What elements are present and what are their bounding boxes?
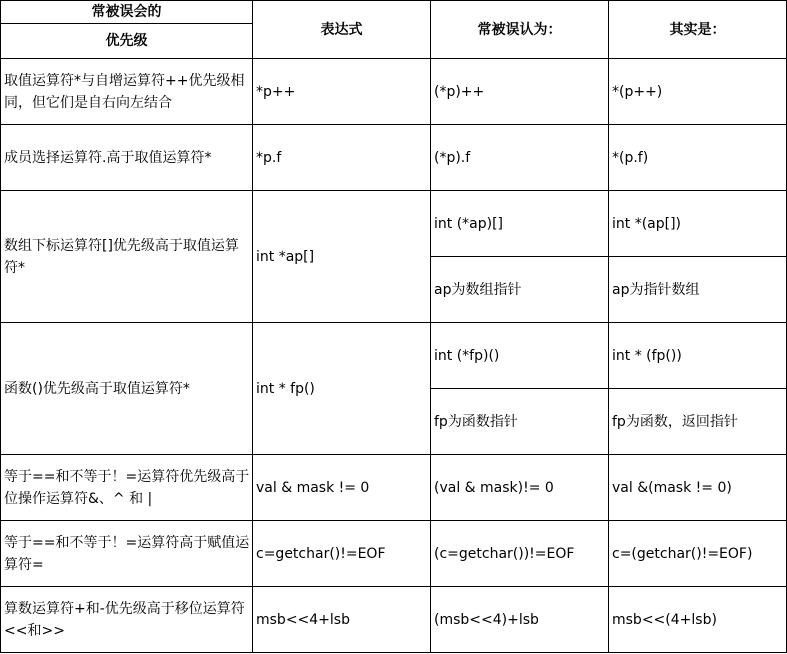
row-expression: *p.f <box>253 125 431 191</box>
header-cell-mistaken: 常被误认为： <box>431 1 609 59</box>
row-description: 函数()优先级高于取值运算符* <box>1 323 253 455</box>
row-actual: *(p++) <box>609 59 787 125</box>
row-actual: c=(getchar()!=EOF) <box>609 521 787 587</box>
row-expression: int *ap[] <box>253 191 431 323</box>
row-description: 成员选择运算符.高于取值运算符* <box>1 125 253 191</box>
row-mistaken: (*p).f <box>431 125 609 191</box>
row-expression: int * fp() <box>253 323 431 455</box>
header-cell-actual: 其实是： <box>609 1 787 59</box>
row-mistaken: int (*fp)() <box>431 323 609 389</box>
table-row <box>1 455 787 521</box>
row-mistaken-note: fp为函数指针 <box>431 389 609 455</box>
table-row <box>1 587 787 653</box>
table-row <box>1 59 787 125</box>
table-row <box>1 521 787 587</box>
row-mistaken: int (*ap)[] <box>431 191 609 257</box>
row-expression: c=getchar()!=EOF <box>253 521 431 587</box>
header-row <box>1 1 787 59</box>
row-description: 等于==和不等于！=运算符高于赋值运算符= <box>1 521 253 587</box>
header-cell-misunderstood-precedence <box>1 1 253 59</box>
row-actual-note: ap为指针数组 <box>609 257 787 323</box>
row-mistaken: (msb<<4)+lsb <box>431 587 609 653</box>
row-actual: *(p.f) <box>609 125 787 191</box>
row-actual: val &(mask != 0) <box>609 455 787 521</box>
row-actual: msb<<(4+lsb) <box>609 587 787 653</box>
row-actual: int * (fp()) <box>609 323 787 389</box>
row-mistaken: (val & mask)!= 0 <box>431 455 609 521</box>
header-cell-expression: 表达式 <box>253 1 431 59</box>
row-description: 等于==和不等于！=运算符优先级高于位操作运算符&、^ 和 | <box>1 455 253 521</box>
row-description: 取值运算符*与自增运算符++优先级相同，但它们是自右向左结合 <box>1 59 253 125</box>
table-row <box>1 323 787 389</box>
row-expression: val & mask != 0 <box>253 455 431 521</box>
row-description: 数组下标运算符[]优先级高于取值运算符* <box>1 191 253 323</box>
row-actual-note: fp为函数，返回指针 <box>609 389 787 455</box>
row-mistaken-note: ap为数组指针 <box>431 257 609 323</box>
table-row <box>1 191 787 257</box>
row-description: 算数运算符+和-优先级高于移位运算符<<和>> <box>1 587 253 653</box>
header-label-line2: 优先级 <box>105 32 148 49</box>
header-label-line1: 常被误会的 <box>1 2 252 24</box>
row-expression: *p++ <box>253 59 431 125</box>
table-row <box>1 125 787 191</box>
row-expression: msb<<4+lsb <box>253 587 431 653</box>
row-mistaken: (*p)++ <box>431 59 609 125</box>
row-actual: int *(ap[]) <box>609 191 787 257</box>
row-mistaken: (c=getchar())!=EOF <box>431 521 609 587</box>
